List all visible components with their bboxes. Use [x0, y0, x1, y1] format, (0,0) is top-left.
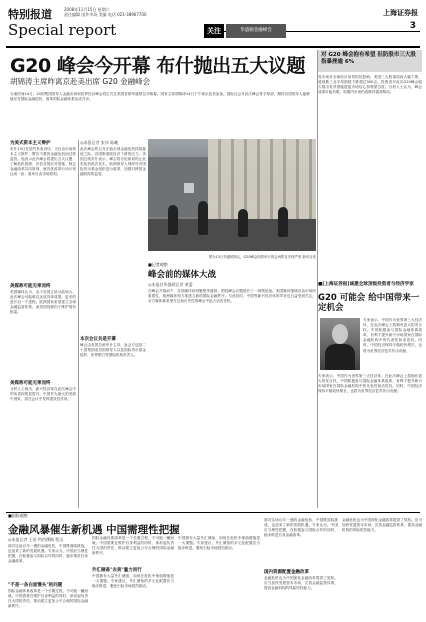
- bottom-text-3: 中国拥有大量外汇储备，如何在危机中保值增值是一大课题。专家建议，外汇储备的多元化配置应当稳步推进，避免引起市场剧烈波动。: [92, 574, 174, 589]
- bottom-text-4a: 面对这场百年一遇的金融危机，中国既面临挑战，也迎来了新的发展机遇。专家认为，中国应当理性把握，在积极参与国际合作的同时，稳步推进自身金融改革。: [264, 518, 338, 538]
- right-text-2b: 专家表示，中国作为世界第三大经济体，在此次峰会上将拥有更大的发言权。中国积极参与国际金融体系改革，有利于提升新兴市场国家在国际金融机构中的代表性和话语权。同时，中国经济保持平稳较快增长，也将为世界经济复苏作出贡献。: [318, 374, 422, 394]
- left-text-2: 美国媒体认为，由于各国立场分歧较大，此次峰会可能难以达成具体成果，更多的是开启一个进程。欧洲国家希望建立全球金融监管体系，而美国则倾向于维护现有框架。: [10, 290, 76, 315]
- bottom-heading-2: 外汇储备"去美"量力而行: [92, 568, 142, 573]
- lead-paragraph: 当地时间14日，20国集团领导人金融市场和世界经济峰会将正式在美国首都华盛顿拉开帷幕。国家主席胡锦涛14日下午离京赴美参加。国际社会对此次峰会寄予厚望，期待各国领导人能够就应对国际金融危机、改革国际金融体系达成共识。: [10, 92, 310, 102]
- right-text-1: 受市场对全球经济前景担忧影响，美国三大股指周四大幅下挫，道琼斯工业平均指数下跌超过300点。投资者对此次G20峰会能否推出有效措施提振市场信心持观望态度。分析人士认为，峰会成果可能有限，短期内市场仍将维持震荡格局。: [318, 75, 422, 95]
- bottom-rule: [6, 512, 420, 513]
- col2-heading: 本次会议共是开幕: [80, 337, 116, 342]
- right-headline-1: 对 G20 峰会抱有希望 但防股市三大股指暴挫逾 6%: [318, 50, 422, 72]
- portrait-face: [332, 324, 348, 344]
- column-rule: [78, 140, 79, 508]
- left-text-3: 分析人士指出，新兴经济体在此次峰会中的话语权明显提升。中国作为最大的发展中国家，将在会议中发挥建设性作用。: [10, 387, 76, 402]
- bottom-tag: ■国际观察: [8, 513, 28, 518]
- editor-meta: 责任编辑 国外市场 美编 电话 021-38967700: [64, 12, 147, 17]
- mid-article-tag: ■记者观察: [148, 262, 168, 267]
- bottom-text-1: 面对这场百年一遇的金融危机，中国既面临挑战，也迎来了新的发展机遇。专家认为，中国应当理性把握，在积极参与国际合作的同时，稳步推进自身金融改革。: [8, 544, 88, 564]
- byline: ◎本报记者 张伟 陈曦: [80, 140, 119, 145]
- col2-text: 此次峰会的召开正值全球金融危机持续蔓延之际，各国都面临经济下滑的压力。美国总统布什表示，峰会将讨论如何防止此类危机再次发生。欧洲领导人则呼吁对国际货币基金组织进行改革，加强对跨国金融机构的监管。: [80, 147, 146, 177]
- photo-building-columns: [208, 139, 316, 219]
- bottom-text-2: 国际金融体系改革是一个长期过程，不可能一蹴而就。中国需要在维护自身利益的同时，承担起负责任大国的责任，推动建立更加公平合理的国际金融新秩序。: [8, 589, 88, 609]
- mid-byline: ◎本报驻华盛顿记者 黄蕾: [148, 282, 193, 287]
- left-text-1: 布什13日在纽约发表讲话，为自由市场资本主义辩护，警告不要因金融危机而过度监管。他表示此次峰会将提出五大议题：了解危机根源、评估各国应对措施、制定金融改革共同原则、就具体改革行动计划达成一致、重申自由市场原则。: [10, 147, 76, 177]
- right-banner: ■[上海证券报]诚邀全球顶级投资者与经济学家: [318, 282, 414, 287]
- photo-person: [238, 209, 248, 237]
- mid-article-title: 峰会前的媒体大战: [148, 270, 217, 280]
- portrait-body: [325, 344, 355, 370]
- portrait-photo: [320, 318, 360, 370]
- left-heading-3: 美媒称可能无果而终: [10, 381, 51, 386]
- bottom-text-5: 金融危机也为中国深化金融改革提供了契机。应当加快发展资本市场，完善金融监管体系，提高金融机构的风险防控能力。: [342, 518, 422, 533]
- issue-date: [64, 7, 194, 17]
- bottom-headline: 金融风暴催生新机遇 中国需理性把握: [8, 524, 180, 536]
- bottom-heading-3: 国内资源配置金融改革: [264, 570, 309, 575]
- right-headline-2: G20 可能会 给中国带来一定机会: [318, 293, 420, 313]
- left-heading-1: 为美式资本主义辩护: [10, 141, 51, 146]
- photo-person: [198, 201, 208, 235]
- bottom-heading-1: "不是一条白面馒头"的问题: [8, 583, 63, 588]
- main-subhead: 胡锦涛主席昨离京赴美出席 G20 金融峰会: [10, 77, 151, 86]
- mid-article-text: 在峰会开幕前夕，各国媒体纷纷聚集华盛顿，围绕峰会议题展开了一场舆论战。美国媒体强调自由市场的重要性，欧洲媒体则力推建立新的国际金融秩序。与此同时，中国等新兴经济体的声音也日益受到关注，各方媒体都希望在这场历史性的峰会中抢占话语先机。: [148, 289, 316, 304]
- news-photo: [148, 139, 316, 251]
- header-rule: [6, 46, 420, 48]
- right-text-2a: 专家表示，中国作为世界第三大经济体，在此次峰会上将拥有更大的发言权。中国积极参与国际金融体系改革，有利于提升新兴市场国家在国际金融机构中的代表性和话语权。同时，中国经济保持平稳较快增长，也将为世界经济复苏作出贡献。: [363, 318, 422, 353]
- bottom-text-4: 金融危机也为中国深化金融改革提供了契机。应当加快发展资本市场，完善金融监管体系，提高金融机构的风险防控能力。: [264, 576, 338, 591]
- focus-badge: 关注: [204, 24, 224, 38]
- photo-camera: [184, 183, 194, 193]
- bottom-text-2b: 国际金融体系改革是一个长期过程，不可能一蹴而就。中国需要在维护自身利益的同时，承担起负责任大国的责任，推动建立更加公平合理的国际金融新秩序。: [92, 536, 174, 556]
- photo-person: [168, 205, 178, 235]
- page-number: 3: [409, 21, 416, 31]
- focus-topic: 华盛顿金融峰会: [226, 24, 286, 38]
- photo-person: [278, 207, 288, 237]
- col2-text-b: 峰会由美国总统布什主持，参会方包括二十国集团成员国领导人以及国际货币基金组织、世界银行等国际机构负责人。: [80, 343, 146, 358]
- newspaper-logo: 上海证券报: [383, 8, 418, 17]
- main-headline: G20 峰会今开幕 布什抛出五大议题: [10, 55, 306, 77]
- bottom-text-3b: 中国拥有大量外汇储备，如何在危机中保值增值是一大课题。专家建议，外汇储备的多元化配置应当稳步推进，避免引起市场剧烈波动。: [178, 536, 260, 551]
- special-report-label: Special report: [8, 21, 117, 39]
- bottom-byline: ◎本报记者 王星 特约撰稿 程远: [8, 537, 64, 542]
- photo-caption: 图为13日华盛顿街头，G20峰会即将举行的会场附近安保严密 新华社发: [208, 255, 316, 259]
- page-header: [6, 4, 420, 48]
- left-heading-2: 美媒称可能无果而终: [10, 284, 51, 289]
- date-text: 2008年11月15日 星期六: [64, 7, 110, 12]
- section-title: 特别报道: [8, 8, 52, 21]
